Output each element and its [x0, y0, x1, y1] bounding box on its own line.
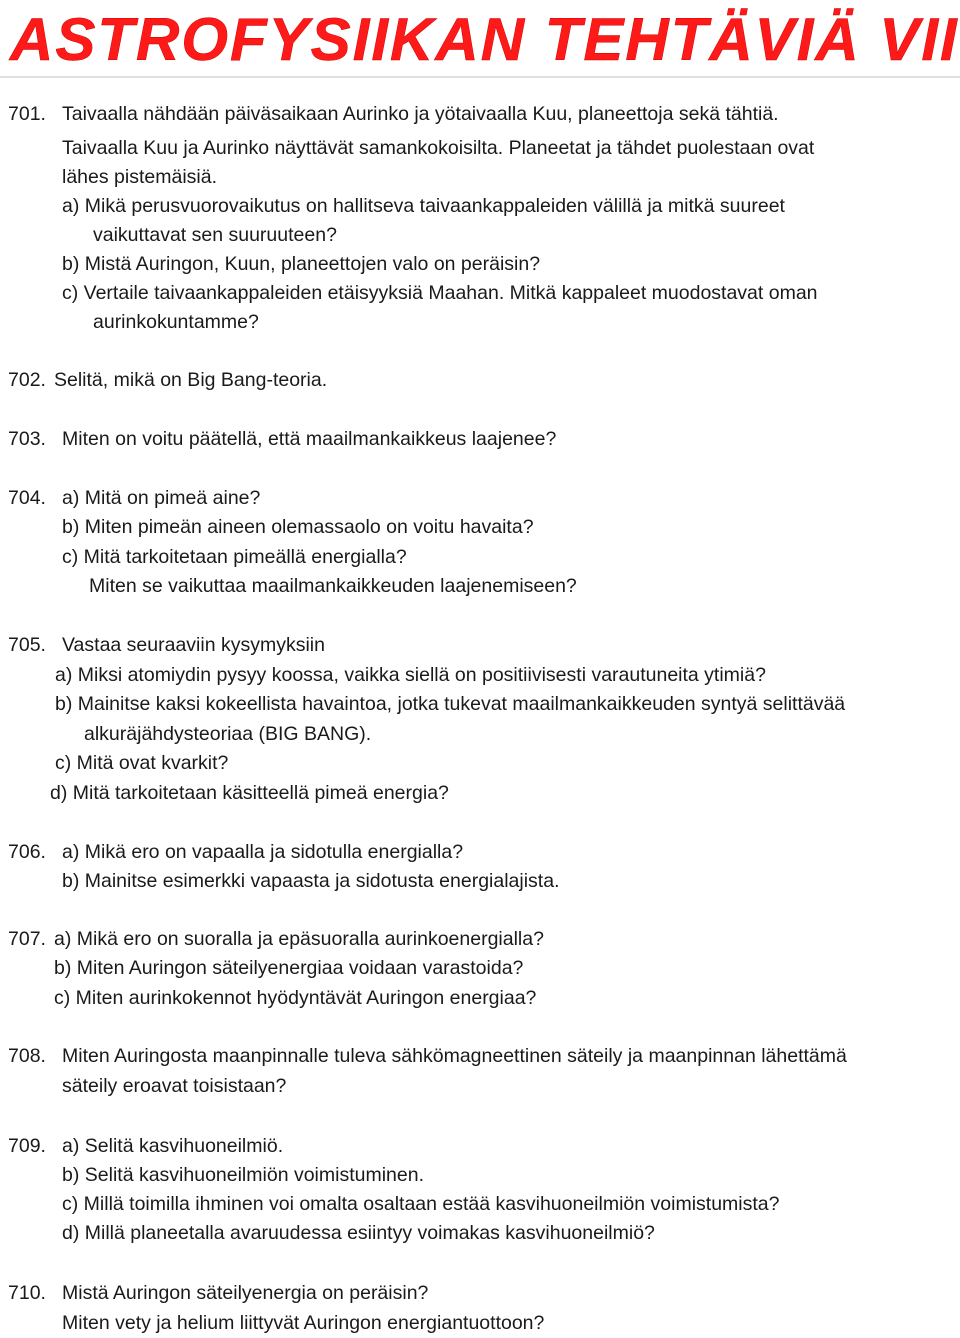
exercise-number: 705.: [8, 634, 46, 656]
exercise-text-line: c) Mitä ovat kvarkit?: [55, 752, 229, 774]
page-title: ASTROFYSIIKAN TEHTÄVIÄ VII: [10, 6, 959, 73]
exercise-text-line: aurinkokuntamme?: [93, 311, 259, 333]
exercise-number: 703.: [8, 428, 46, 450]
exercise-text-line: c) Mitä tarkoitetaan pimeällä energialla?: [62, 546, 407, 568]
exercise-number: 706.: [8, 841, 46, 863]
exercise-text-line: a) Mikä perusvuorovaikutus on hallitseva taivaankappaleiden välillä ja mitkä suureet: [62, 195, 785, 217]
exercise-text-line: b) Mistä Auringon, Kuun, planeettojen valo on peräisin?: [62, 253, 541, 275]
exercise-text-line: Vastaa seuraaviin kysymyksiin: [62, 634, 325, 656]
exercise-text-line: Selitä, mikä on Big Bang-teoria.: [54, 369, 328, 391]
exercise-text-line: Taivaalla Kuu ja Aurinko näyttävät samankokoisilta. Planeetat ja tähdet puolestaan ovat: [62, 137, 815, 159]
exercise-text-line: vaikuttavat sen suuruuteen?: [93, 224, 337, 246]
exercise-text-line: c) Vertaile taivaankappaleiden etäisyyksiä Maahan. Mitkä kappaleet muodostavat oman: [62, 282, 818, 304]
exercise-text-line: d) Millä planeetalla avaruudessa esiintyy voimakas kasvihuoneilmiö?: [62, 1222, 655, 1244]
exercise-number: 710.: [8, 1282, 46, 1304]
exercise-number: 704.: [8, 487, 46, 509]
exercise-text-line: a) Selitä kasvihuoneilmiö.: [62, 1135, 284, 1157]
exercise-number: 702.: [8, 369, 46, 391]
exercise-text-line: Miten on voitu päätellä, että maailmankaikkeus laajenee?: [62, 428, 557, 450]
exercise-text-line: b) Mainitse esimerkki vapaasta ja sidotusta energialajista.: [62, 870, 560, 892]
exercise-text-line: b) Mainitse kaksi kokeellista havaintoa, jotka tukevat maailmankaikkeuden syntyä selittävää: [55, 693, 846, 715]
exercise-text-line: b) Miten pimeän aineen olemassaolo on voitu havaita?: [62, 516, 534, 538]
exercise-text-line: a) Miksi atomiydin pysyy koossa, vaikka siellä on positiivisesti varautuneita ytimiä?: [55, 664, 766, 686]
exercise-text-line: säteily eroavat toisistaan?: [62, 1075, 287, 1097]
exercise-text-line: a) Mikä ero on suoralla ja epäsuoralla aurinkoenergialla?: [54, 928, 544, 950]
exercise-text-line: b) Selitä kasvihuoneilmiön voimistuminen.: [62, 1164, 424, 1186]
exercise-number: 707.: [8, 928, 46, 950]
title-divider: [0, 76, 960, 78]
exercise-number: 709.: [8, 1135, 46, 1157]
exercise-text-line: b) Miten Auringon säteilyenergiaa voidaan varastoida?: [54, 957, 524, 979]
exercise-text-line: d) Mitä tarkoitetaan käsitteellä pimeä energia?: [50, 782, 449, 804]
exercise-text-line: c) Millä toimilla ihminen voi omalta osaltaan estää kasvihuoneilmiön voimistumista?: [62, 1193, 780, 1215]
exercise-text-line: Taivaalla nähdään päiväsaikaan Aurinko ja yötaivaalla Kuu, planeettoja sekä tähtiä.: [62, 103, 779, 125]
exercise-text-line: a) Mikä ero on vapaalla ja sidotulla energialla?: [62, 841, 464, 863]
exercise-text-line: Miten Auringosta maanpinnalle tuleva sähkömagneettinen säteily ja maanpinnan lähettämä: [62, 1045, 847, 1067]
exercise-text-line: Mistä Auringon säteilyenergia on peräisin?: [62, 1282, 429, 1304]
exercise-text-line: Miten se vaikuttaa maailmankaikkeuden laajenemiseen?: [89, 575, 577, 597]
exercise-text-line: Miten vety ja helium liittyvät Auringon energiantuottoon?: [62, 1312, 545, 1334]
exercise-text-line: lähes pistemäisiä.: [62, 166, 217, 188]
exercise-text-line: a) Mitä on pimeä aine?: [62, 487, 261, 509]
exercise-number: 701.: [8, 103, 46, 125]
exercise-text-line: alkuräjähdysteoriaa (BIG BANG).: [84, 723, 372, 745]
exercise-number: 708.: [8, 1045, 46, 1067]
exercise-text-line: c) Miten aurinkokennot hyödyntävät Auringon energiaa?: [54, 987, 537, 1009]
